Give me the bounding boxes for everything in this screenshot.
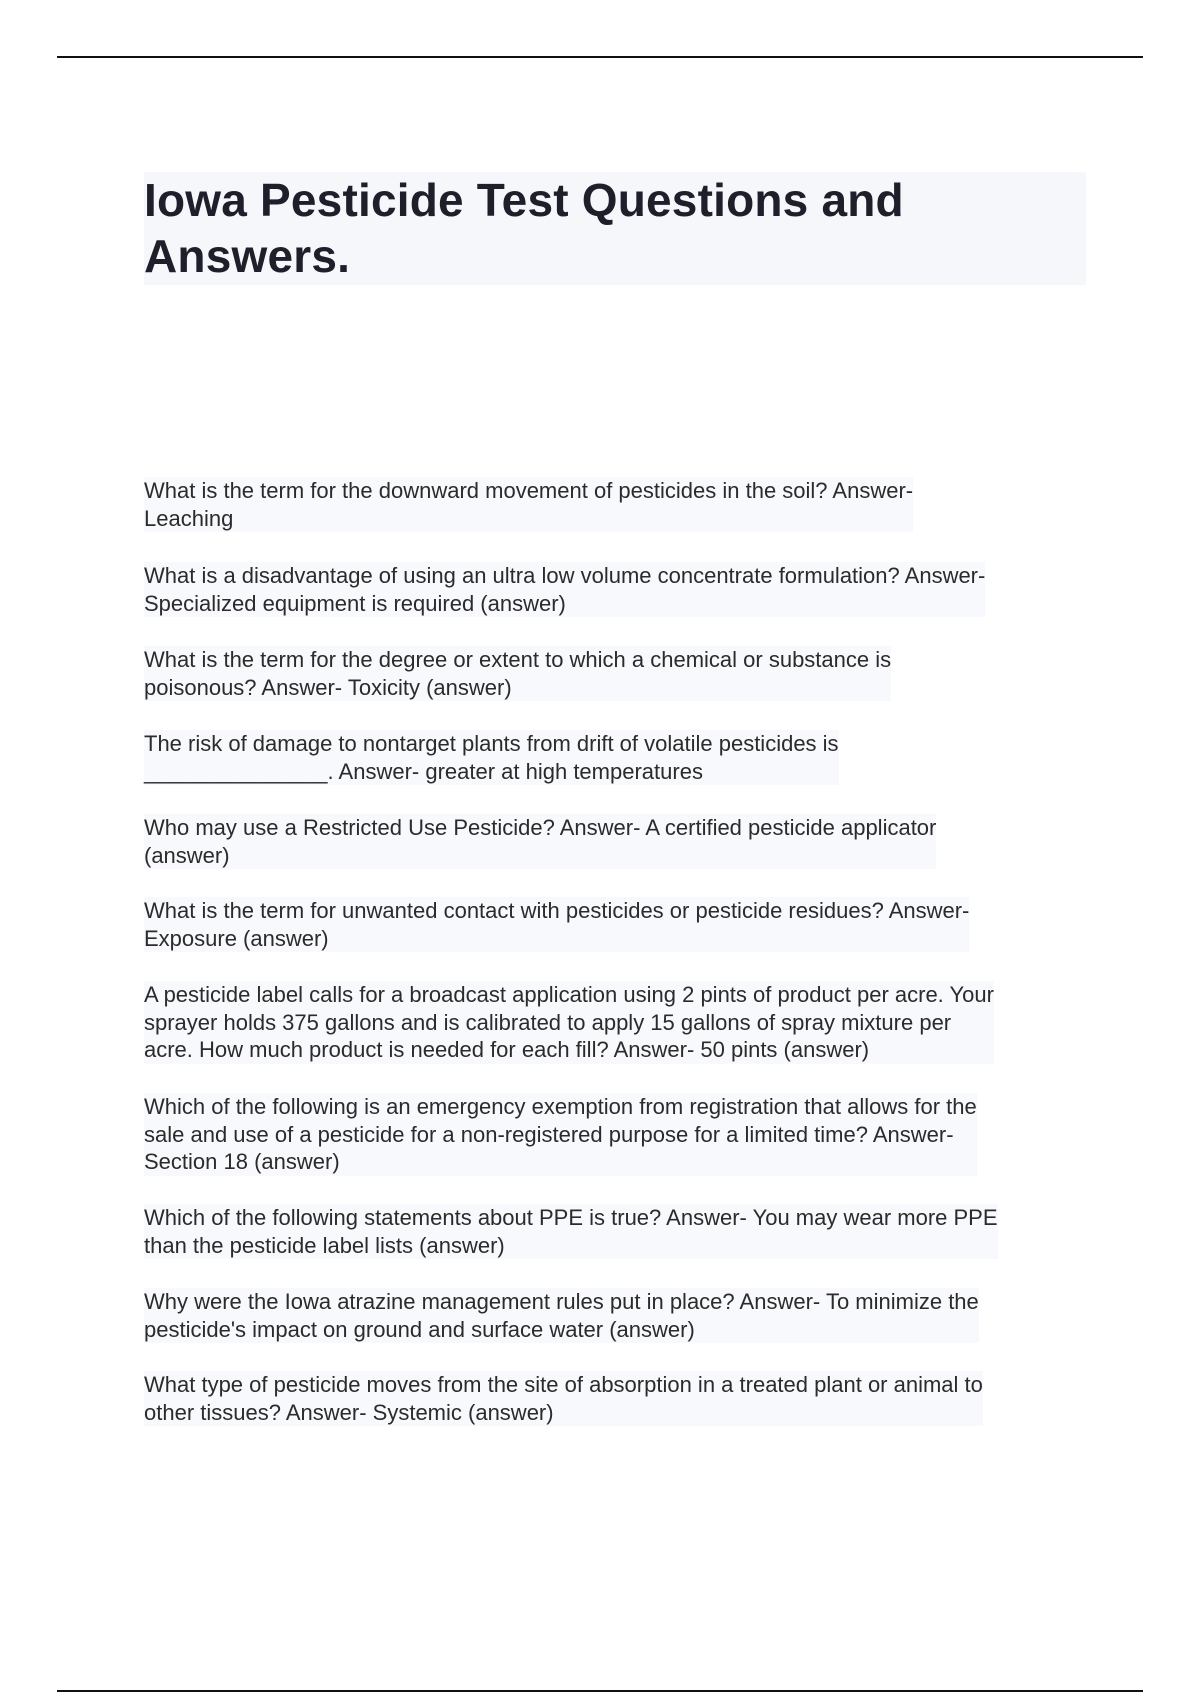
bottom-divider	[57, 1690, 1143, 1692]
qa-text: Who may use a Restricted Use Pesticide? Answer- A certified pesticide applicator (answer)	[144, 815, 937, 868]
qa-text: What is a disadvantage of using an ultra low volume concentrate formulation? Answer- Specialized equipment is required (answer)	[144, 563, 986, 616]
qa-text: The risk of damage to nontarget plants from drift of volatile pesticides is _______________. Answer- greater at high temperatures	[144, 731, 839, 784]
qa-text: A pesticide label calls for a broadcast application using 2 pints of product per acre. Your sprayer holds 375 gallons and is calibrated to apply 15 gallons of spray mixture per acre. How much product is needed for each fill? Answer- 50 pints (answer)	[144, 982, 994, 1062]
top-divider	[57, 56, 1143, 58]
qa-text: Which of the following is an emergency exemption from registration that allows for the sale and use of a pesticide for a non-registered purpose for a limited time? Answer- Section 18 (answer)	[144, 1094, 977, 1174]
qa-text: What is the term for the degree or extent to which a chemical or substance is poisonous? Answer- Toxicity (answer)	[144, 647, 892, 700]
page-title: Iowa Pesticide Test Questions and Answers.	[144, 174, 904, 282]
qa-text: What is the term for the downward movement of pesticides in the soil? Answer- Leaching	[144, 478, 914, 531]
qa-text: What is the term for unwanted contact with pesticides or pesticide residues? Answer- Exposure (answer)	[144, 898, 970, 951]
qa-text: Which of the following statements about PPE is true? Answer- You may wear more PPE than the pesticide label lists (answer)	[144, 1205, 998, 1258]
qa-text: Why were the Iowa atrazine management rules put in place? Answer- To minimize the pesticide's impact on ground and surface water (answer)	[144, 1289, 979, 1342]
qa-text: What type of pesticide moves from the site of absorption in a treated plant or animal to other tissues? Answer- Systemic (answer)	[144, 1372, 983, 1425]
title-block	[144, 172, 1086, 285]
